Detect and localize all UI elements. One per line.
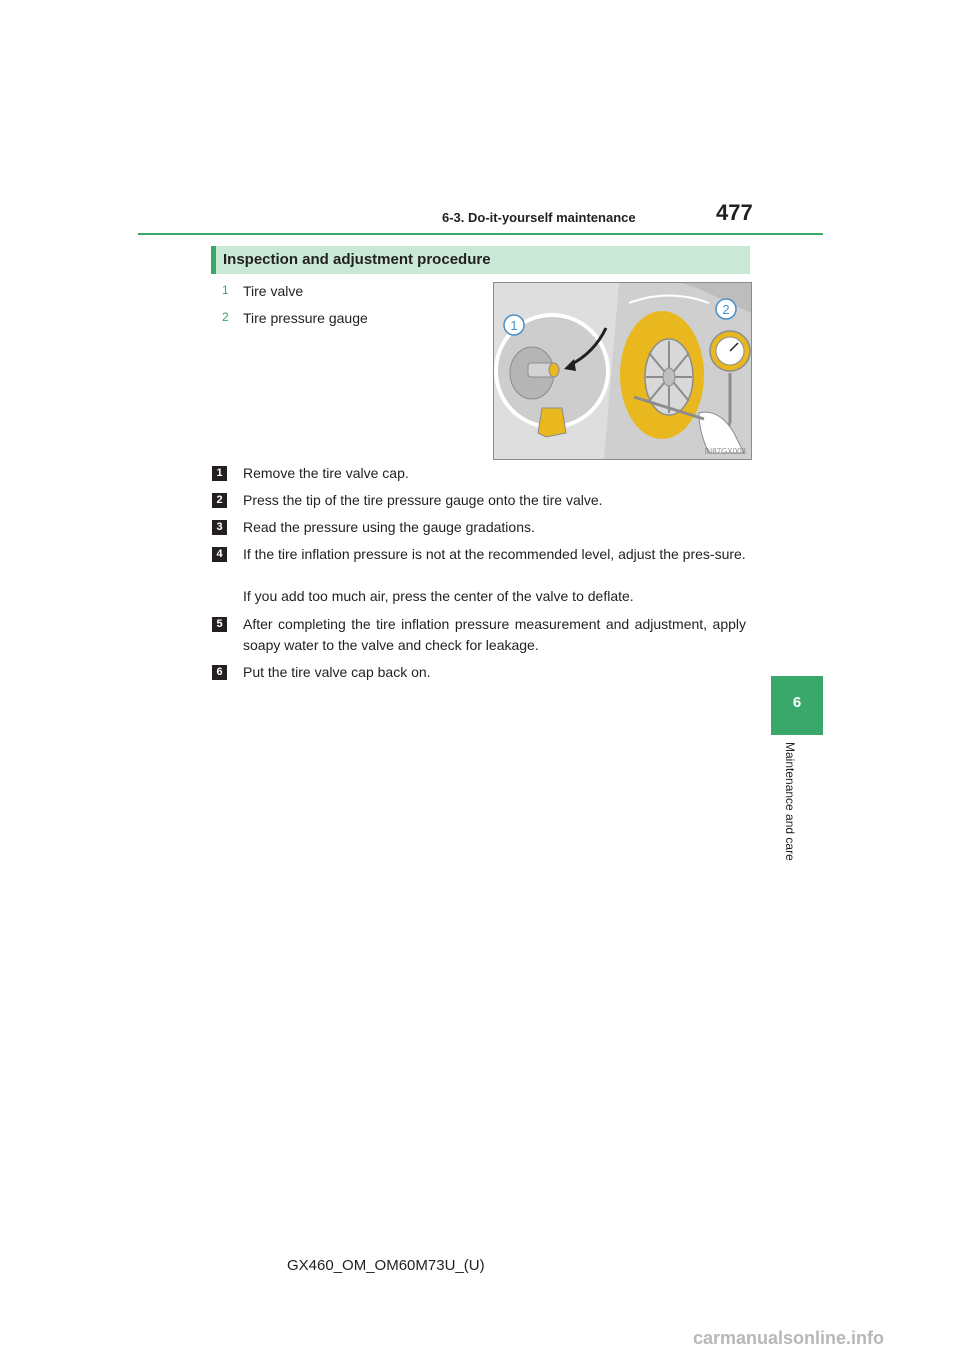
step-badge: 1 bbox=[212, 466, 227, 481]
section-heading-accent bbox=[211, 246, 216, 274]
step-note: If you add too much air, press the center of the valve to deflate. bbox=[243, 588, 634, 604]
chapter-number: 6 bbox=[792, 694, 802, 711]
section-title: Inspection and adjustment procedure bbox=[223, 251, 491, 268]
tire-pressure-illustration bbox=[493, 282, 752, 460]
watermark: carmanualsonline.info bbox=[693, 1328, 885, 1348]
callout-label-tire-pressure-gauge: Tire pressure gauge bbox=[243, 310, 368, 326]
step-text: If the tire inflation pressure is not at the recommended level, adjust the pres-sure. bbox=[243, 546, 746, 562]
step-text: Remove the tire valve cap. bbox=[243, 465, 409, 481]
step-badge: 2 bbox=[212, 493, 227, 508]
section-heading-bar bbox=[211, 246, 750, 274]
document-code: GX460_OM_OM60M73U_(U) bbox=[287, 1257, 485, 1274]
step-text: After completing the tire inflation pressure measurement and adjustment, apply soapy water to the valve and check for leakage. bbox=[243, 616, 746, 653]
callout-number: 2 bbox=[222, 310, 229, 324]
page-number: 477 bbox=[716, 200, 753, 225]
valve-cap bbox=[538, 408, 566, 437]
callout-number: 1 bbox=[222, 283, 229, 297]
chapter-tab bbox=[771, 676, 823, 735]
chapter-side-label: Maintenance and care bbox=[783, 742, 797, 861]
step-badge: 3 bbox=[212, 520, 227, 535]
callout-circle-2-number: 2 bbox=[722, 302, 730, 317]
step-badge: 4 bbox=[212, 547, 227, 562]
callout-label-tire-valve: Tire valve bbox=[243, 283, 304, 299]
step-text: Read the pressure using the gauge gradations. bbox=[243, 519, 535, 535]
running-header-section: 6-3. Do-it-yourself maintenance bbox=[442, 210, 636, 225]
header-rule bbox=[138, 233, 823, 235]
step-text: Put the tire valve cap back on. bbox=[243, 664, 431, 680]
step-text: Press the tip of the tire pressure gauge onto the tire valve. bbox=[243, 492, 603, 508]
step-badge: 6 bbox=[212, 665, 227, 680]
illustration-code: IN87GX008 bbox=[704, 447, 746, 456]
tire-gauge-drawing bbox=[494, 283, 751, 459]
callout-circle-1-number: 1 bbox=[510, 318, 518, 333]
step-badge: 5 bbox=[212, 617, 227, 632]
